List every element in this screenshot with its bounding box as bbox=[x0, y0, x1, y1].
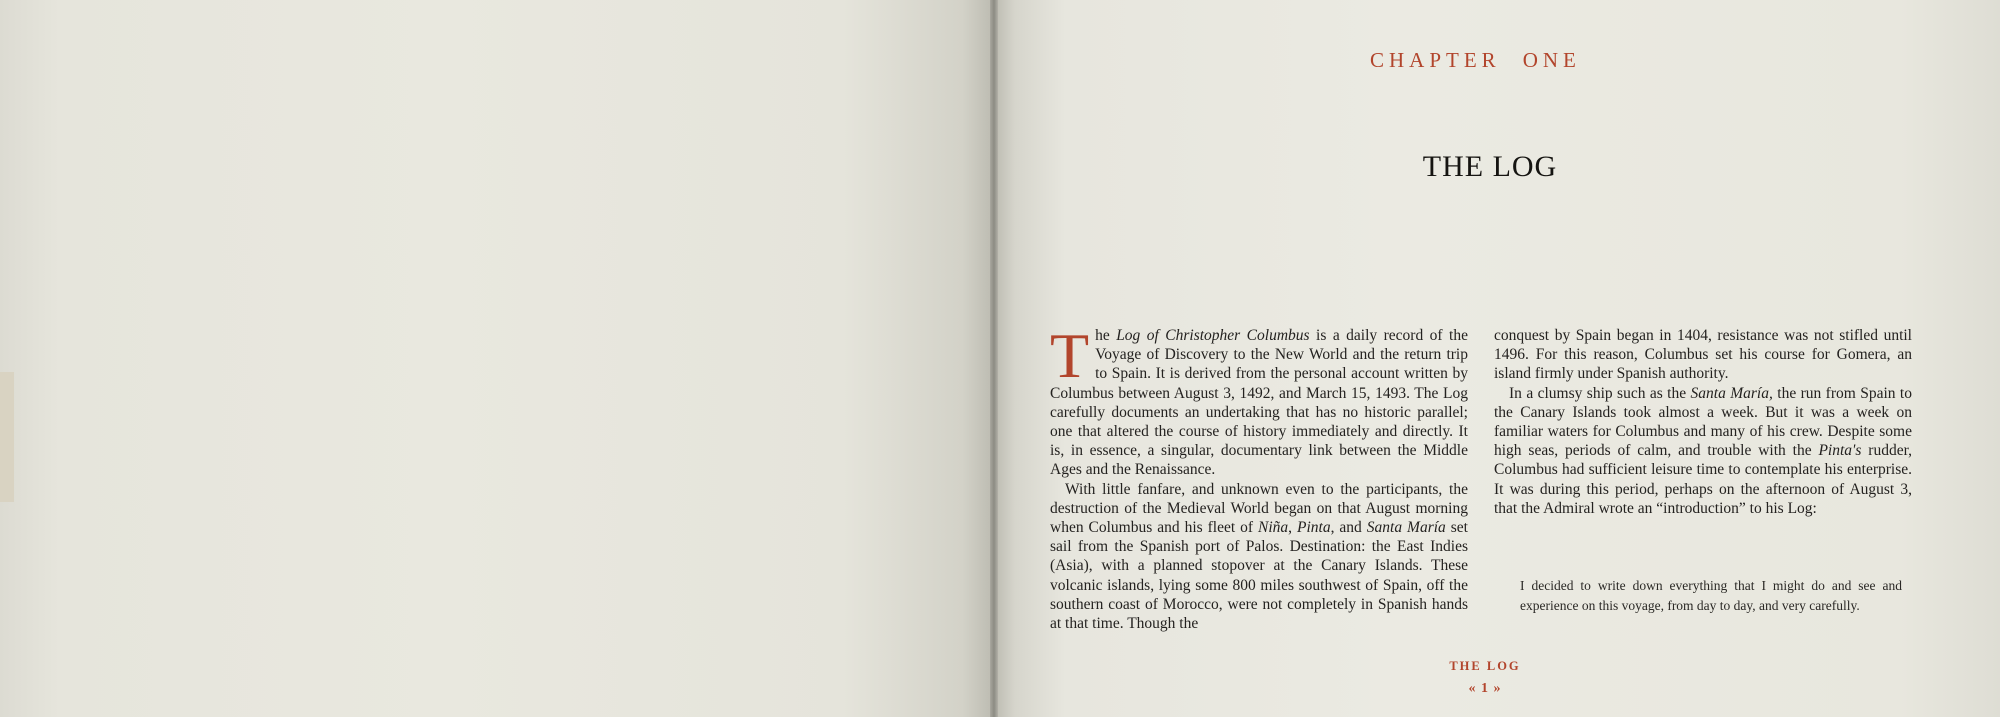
book-gutter bbox=[990, 0, 998, 717]
drop-cap: T bbox=[1050, 320, 1090, 391]
block-quote: I decided to write down everything that I might do and see and experience on this voyage, from day to day, and very carefully. bbox=[1520, 578, 1902, 613]
paragraph bbox=[1050, 480, 1468, 634]
chapter-label bbox=[1370, 48, 1600, 73]
text-column-right bbox=[1494, 326, 1912, 518]
page-edge-mark bbox=[0, 372, 14, 502]
chapter-number: ONE bbox=[1522, 48, 1581, 72]
paragraph bbox=[1050, 320, 1468, 480]
text-run: With little fanfare, and unknown even to the participants, the destruction of the Medieval World began on that August morning when Columbus and his fleet of bbox=[1050, 480, 1468, 537]
ship-name: Pinta bbox=[1297, 519, 1331, 537]
book-title-italic: Log of Christopher Columbus bbox=[1116, 327, 1310, 344]
ship-name: Niña bbox=[1258, 519, 1289, 537]
paragraph bbox=[1494, 384, 1912, 518]
text-run: is a daily record of the Voyage of Discovery to the New World and the return trip to Spain. It is derived from the personal account written by Columbus between August 3, 1492, and March 15, 1493. The Log carefully documents an undertaking that has no historic parallel; one that altered the course of history immediately and directly. It is, in essence, a singular, documentary link between the Middle Ages and the Renaissance. bbox=[1050, 327, 1468, 479]
page-number: « 1 » bbox=[1468, 681, 1502, 696]
running-footer-title: THE LOG bbox=[1449, 659, 1521, 673]
chapter-title: THE LOG bbox=[1422, 150, 1558, 183]
chapter-word: CHAPTER bbox=[1370, 48, 1501, 72]
ship-name: Santa María bbox=[1366, 519, 1446, 537]
ship-name: Santa María, bbox=[1690, 384, 1773, 402]
text-column-left bbox=[1050, 320, 1468, 633]
ship-name: Pinta's bbox=[1818, 442, 1862, 460]
text-run: he bbox=[1095, 327, 1117, 344]
text-run: In a clumsy ship such as the bbox=[1509, 384, 1691, 402]
text-run: , bbox=[1288, 519, 1297, 537]
text-run: the run from Spain to the Canary Islands took almost a week. But it was a week on familiar waters for Columbus and many of his crew. Despite some high seas, periods of calm, and trouble with the bbox=[1494, 384, 1912, 460]
paragraph: conquest by Spain began in 1404, resistance was not stifled until 1496. For this reason, Columbus set his course for Gomera, an island firmly under Spanish authority. bbox=[1494, 327, 1912, 383]
left-page-blank bbox=[0, 0, 992, 717]
text-run: rudder, Columbus had sufficient leisure time to contemplate his enterprise. It was during this period, perhaps on the afternoon of August 3, that the Admiral wrote an “introduction” to his Log: bbox=[1494, 442, 1912, 517]
text-run: , and bbox=[1330, 519, 1367, 537]
text-run: set sail from the Spanish port of Palos. Destination: the East Indies (Asia), with a planned stopover at the Canary Islands. These volcanic islands, lying some 800 miles southwest of Spain, off the southern coast of Morocco, were not completely in Spanish hands at that time. Though the bbox=[1050, 519, 1468, 633]
